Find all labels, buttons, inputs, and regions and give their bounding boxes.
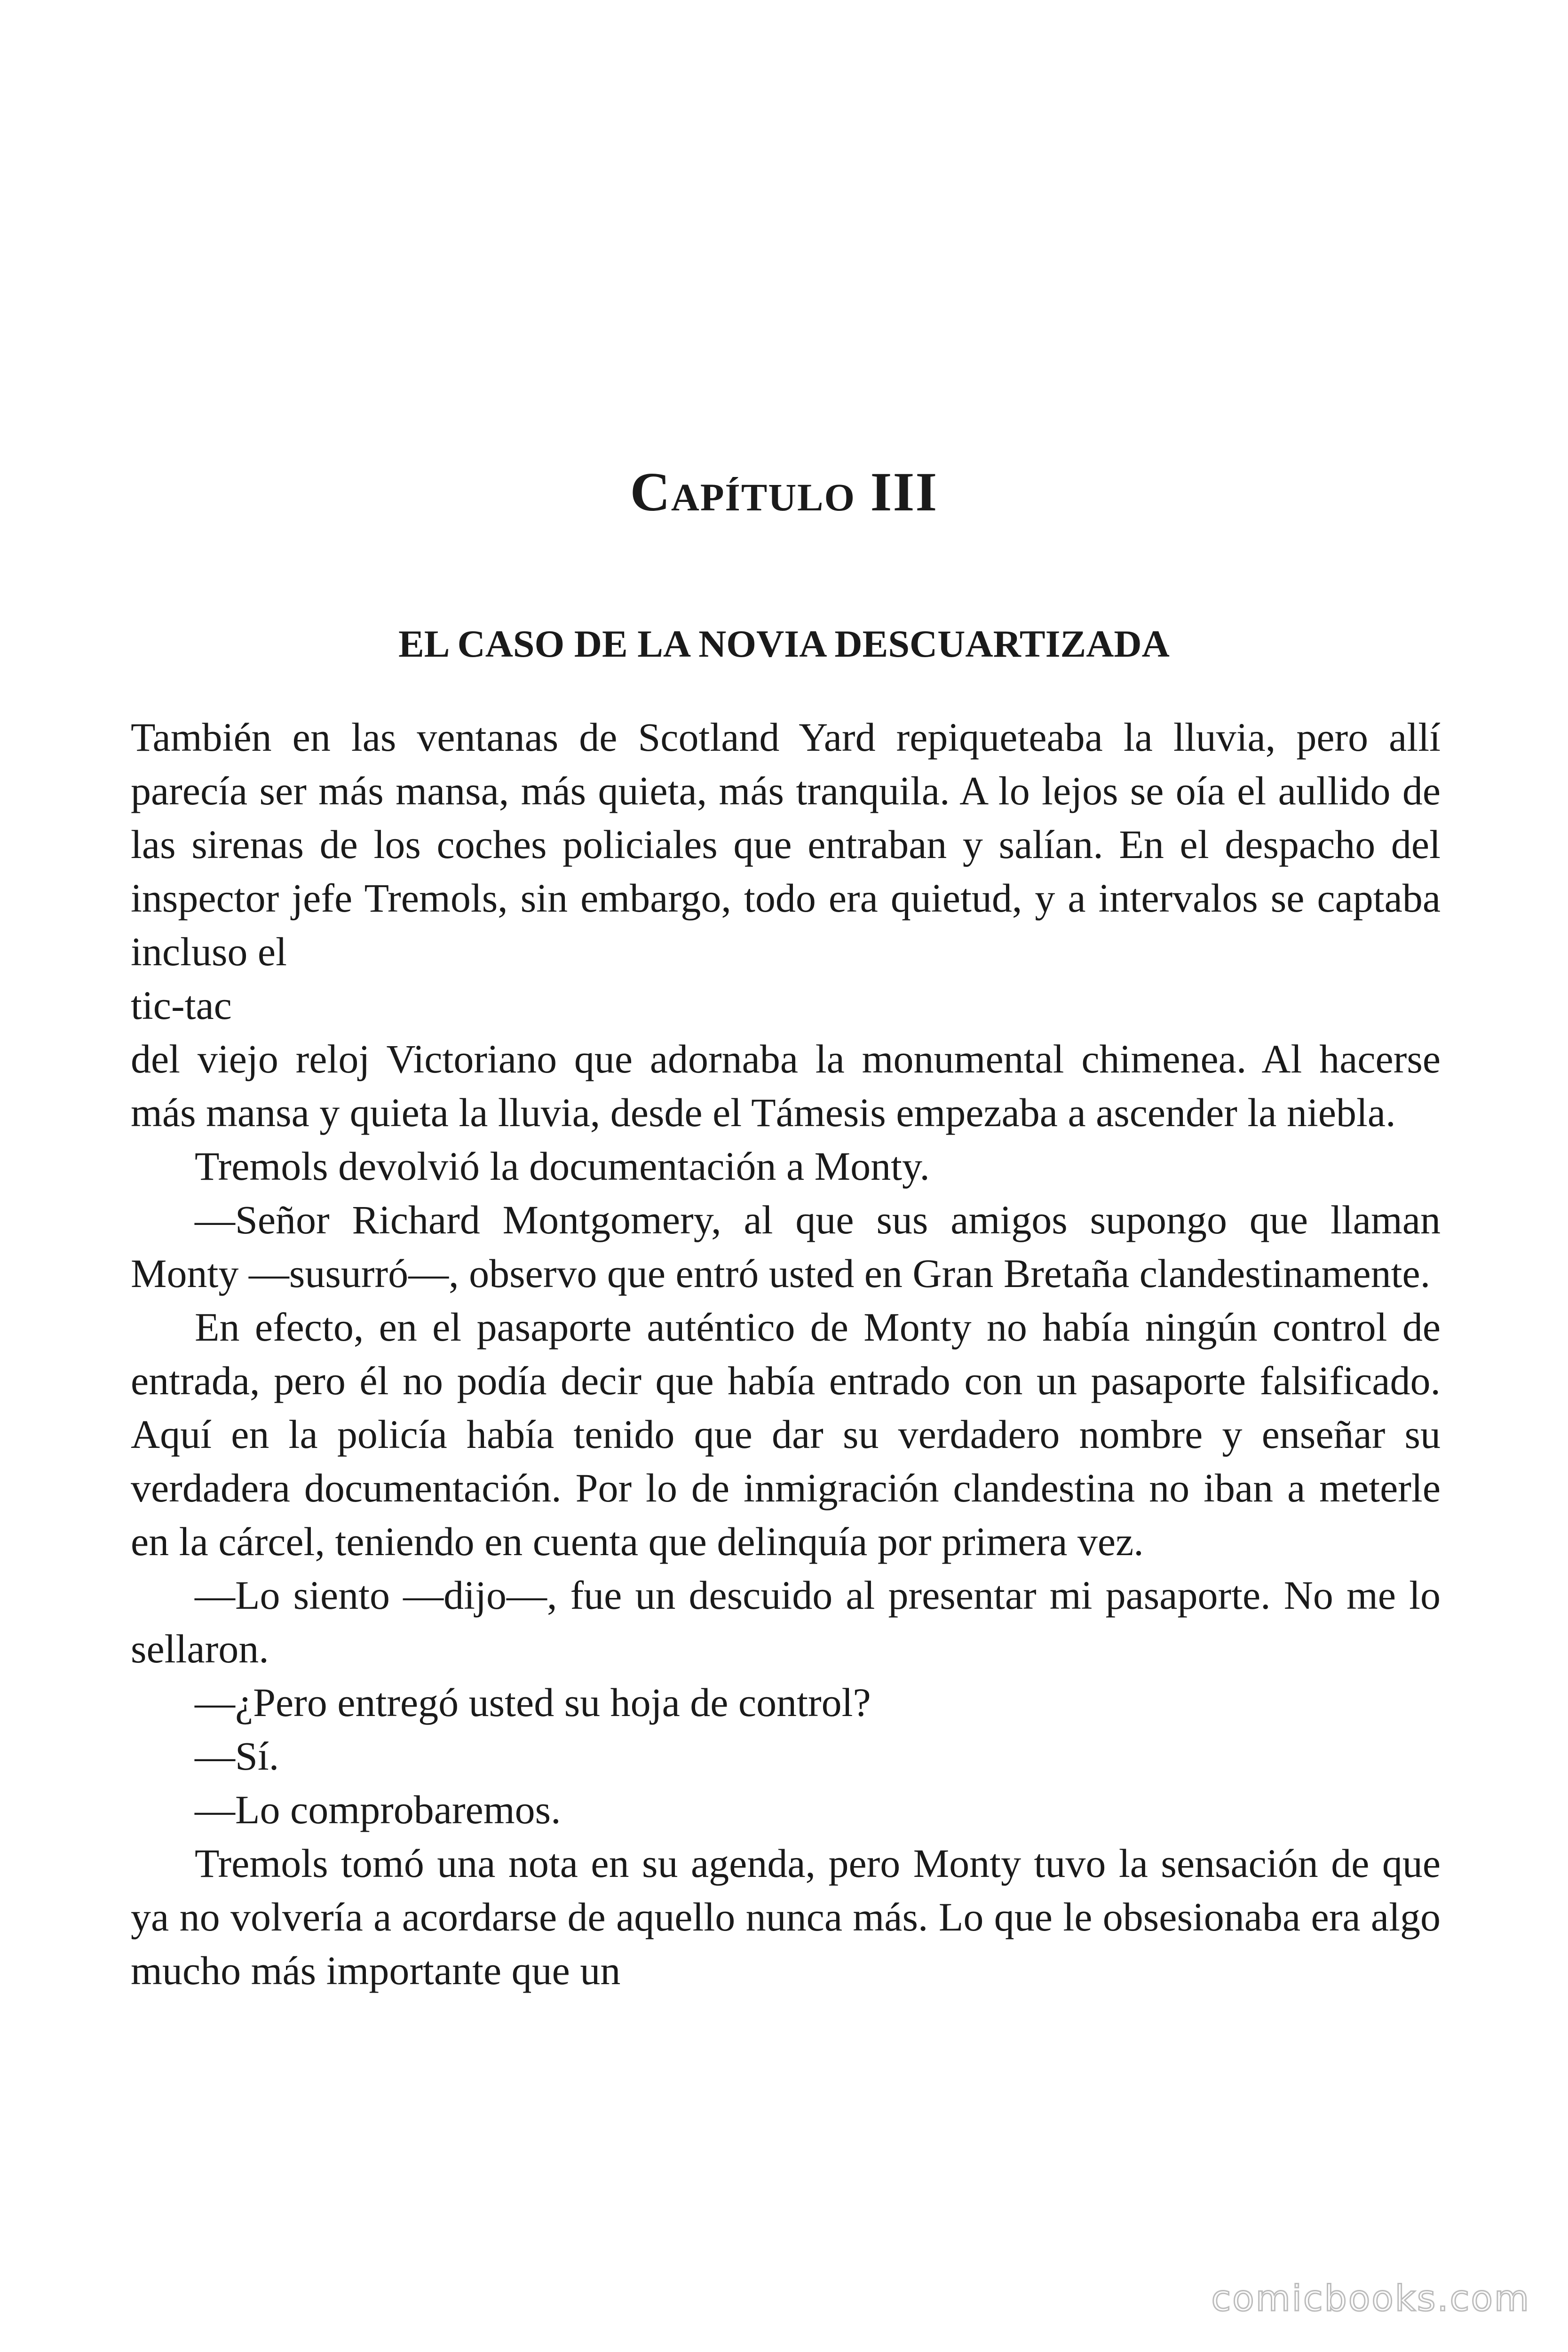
paragraph-control-sheet-question: —¿Pero entregó usted su hoja de control? bbox=[195, 1680, 871, 1725]
chapter-body bbox=[131, 710, 1441, 1997]
paragraph-tremols-dialogue: —Señor Richard Montgomery, al que sus amigos supongo que llaman Monty —susurró—, observo que entró usted en Gran Bretaña clandestinamente. bbox=[131, 1197, 1441, 1296]
paragraph-tremols-note: Tremols tomó una nota en su agenda, pero Monty tuvo la sensación de que ya no volvería a acordarse de aquello nunca más. Lo que le obsesionaba era algo mucho más importante que un bbox=[131, 1841, 1441, 1993]
paragraph-passport-narration: En efecto, en el pasaporte auténtico de Monty no había ningún control de entrada, pero él no podía decir que había entrado con un pasaporte falsificado. Aquí en la policía había tenido que dar su verdadero nombre y enseñar su verdadera documentación. Por lo de inmigración clandestina no iban a meterle en la cárcel, teniendo en cuenta que delinquía por primera vez. bbox=[131, 1304, 1441, 1564]
paragraph-clock-fog: del viejo reloj Victoriano que adornaba la monumental chimenea. Al hacerse más mansa y quieta la lluvia, desde el Támesis empezaba a ascender la niebla. bbox=[131, 1036, 1441, 1135]
paragraph-yes-answer: —Sí. bbox=[195, 1733, 279, 1779]
chapter-title: Capítulo III bbox=[630, 461, 938, 523]
paragraph-monty-apology: —Lo siento —dijo—, fue un descuido al presentar mi pasaporte. No me lo sellaron. bbox=[131, 1573, 1441, 1671]
paragraph-rain-scotland-yard: También en las ventanas de Scotland Yard repiqueteaba la lluvia, pero allí parecía ser más mansa, más quieta, más tranquila. A lo lejos se oía el aullido de las sirenas de los coches policiales que entraban y salían. En el despacho del inspector jefe Tremols, sin embargo, todo era quietud, y a intervalos se captaba incluso el bbox=[131, 715, 1441, 974]
paragraph-tremols-returns-docs: Tremols devolvió la documentación a Monty. bbox=[195, 1144, 930, 1189]
paragraph-tic-tac: tic-tac bbox=[131, 983, 232, 1028]
paragraph-will-check: —Lo comprobaremos. bbox=[195, 1787, 561, 1832]
chapter-subtitle: EL CASO DE LA NOVIA DESCUARTIZADA bbox=[398, 622, 1170, 665]
watermark-logo: comicbooks.com bbox=[1211, 2277, 1530, 2319]
